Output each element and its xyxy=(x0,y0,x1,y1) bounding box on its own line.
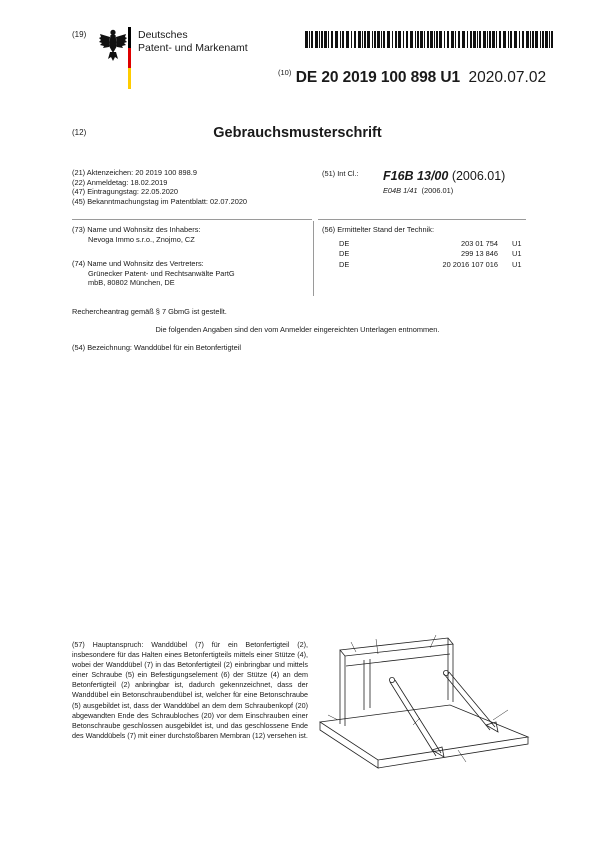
ipc-main-classification xyxy=(383,169,505,183)
publication-date-line xyxy=(72,197,247,207)
barcode-bar xyxy=(492,31,495,48)
representative-label: (74) Name und Wohnsitz des Vertreters: xyxy=(72,259,204,268)
barcode-bar xyxy=(549,31,550,48)
barcode-bar xyxy=(346,31,349,48)
flag-stripe-red xyxy=(128,48,131,69)
barcode-bar xyxy=(477,31,478,48)
barcode-bar xyxy=(398,31,401,48)
barcode-bar xyxy=(311,31,313,48)
barcode-bar xyxy=(489,31,491,48)
document-type-title: Gebrauchsmusterschrift xyxy=(213,125,382,141)
prior-art-row xyxy=(339,249,521,259)
prior-art-country: DE xyxy=(339,249,350,259)
holder-label: (73) Name und Wohnsitz des Inhabers: xyxy=(72,225,201,234)
field-label: (47) Eintragungstag: xyxy=(72,187,139,197)
barcode-bar xyxy=(424,31,425,48)
barcode-bar xyxy=(467,31,468,48)
main-claim-text: (57) Hauptanspruch: Wanddübel (7) für ein Betonfertigteil (2), insbesondere für das Halten eines Betonfertigteils mittels einer Stütze (4), wobei der Wanddübel (7) in das Betonfertigteil (2) einbringbar und mittels einer Schraube (5) ein Befestigungselement (6) der Stütze (4) an dem Betonfertigteil (2) anbringbar ist, dadurch gekennzeichnet, dass der Wanddübel ein Betonschraubendübel ist, welcher für eine Betonschraube (5) ausgebildet ist, dass der Wanddübel an dem dem Schraubenkopf (20) abgewandten Ende des Schraubloches (20) vor dem Einschrauben einer Betonschraube geschlossen ausgebildet ist, und das geschlossene Ende des Wanddübels (7) mit einer durchstoßbaren Membran (12) versehen ist. xyxy=(72,640,308,740)
field-value: 20 2019 100 898.9 xyxy=(135,168,197,177)
prior-art-number: 203 01 754 xyxy=(461,239,498,248)
barcode-bar xyxy=(324,31,327,48)
barcode xyxy=(305,31,554,48)
barcode-bar xyxy=(305,31,308,48)
barcode-bar xyxy=(417,31,419,48)
barcode-bar xyxy=(354,31,356,48)
prior-art-row xyxy=(339,260,521,270)
field-value: 22.05.2020 xyxy=(141,187,179,197)
search-note: Rechercheantrag gemäß § 7 GbmG ist gestellt. xyxy=(72,307,227,316)
doc-type-code: (12) xyxy=(72,128,87,137)
publication-number-code: (10) xyxy=(278,68,292,77)
barcode-bar xyxy=(551,31,553,48)
barcode-bar xyxy=(451,31,454,48)
field-value: 02.07.2020 xyxy=(210,196,248,206)
prior-art-row xyxy=(339,239,521,249)
barcode-bar xyxy=(462,31,465,48)
barcode-bar xyxy=(319,31,320,48)
barcode-bar xyxy=(503,31,506,48)
barcode-bar xyxy=(473,31,476,48)
representative-block xyxy=(72,259,235,288)
barcode-bar xyxy=(395,31,397,48)
barcode-bar xyxy=(342,31,344,48)
barcode-bar xyxy=(392,31,393,48)
barcode-bar xyxy=(331,31,333,48)
barcode-bar xyxy=(372,31,373,48)
barcode-bar xyxy=(487,31,488,48)
holder-block xyxy=(72,225,200,244)
barcode-bar xyxy=(436,31,438,48)
barcode-bar xyxy=(526,31,529,48)
patent-office-name xyxy=(138,29,248,54)
field-value: 18.02.2019 xyxy=(130,177,168,187)
barcode-bar xyxy=(532,31,534,48)
barcode-bar xyxy=(542,31,544,48)
barcode-bar xyxy=(458,31,460,48)
barcode-bar xyxy=(362,31,363,48)
ipc-secondary-classification xyxy=(383,186,453,195)
barcode-bar xyxy=(439,31,442,48)
flag-stripe-black xyxy=(128,27,131,48)
barcode-bar xyxy=(415,31,416,48)
barcode-bar xyxy=(321,31,323,48)
prior-art-table xyxy=(339,239,521,270)
barcode-bar xyxy=(522,31,524,48)
bibliographic-data-left xyxy=(72,168,247,206)
field-label: (22) Anmeldetag: xyxy=(72,177,129,187)
barcode-bar xyxy=(455,31,456,48)
representative-line2: mbB, 80802 München, DE xyxy=(88,278,175,288)
barcode-bar xyxy=(447,31,449,48)
holder-value: Nevoga Immo s.r.o., Znojmo, CZ xyxy=(88,234,195,244)
barcode-bar xyxy=(328,31,329,48)
prior-art-number: 20 2016 107 016 xyxy=(442,259,498,269)
utility-model-title: Wanddübel für ein Betonfertigteil xyxy=(134,343,242,352)
barcode-bar xyxy=(519,31,520,48)
barcode-bar xyxy=(427,31,429,48)
technical-drawing xyxy=(318,630,530,776)
filing-number-line xyxy=(72,168,247,178)
barcode-bar xyxy=(499,31,501,48)
ipc-main-version: (2006.01) xyxy=(451,169,506,183)
federal-eagle-logo xyxy=(98,28,128,62)
barcode-bar xyxy=(514,31,517,48)
barcode-bar xyxy=(535,31,538,48)
barcode-bar xyxy=(381,31,382,48)
field-label: (45) Bekanntmachungstag im Patentblatt: xyxy=(72,196,208,206)
barcode-bar xyxy=(335,31,338,48)
column-divider xyxy=(313,221,314,296)
barcode-bar xyxy=(406,31,408,48)
barcode-bar xyxy=(309,31,310,48)
representative-line1: Grünecker Patent- und Rechtsanwälte PartG xyxy=(88,268,235,278)
title-line xyxy=(72,343,241,353)
publication-date: 2020.07.02 xyxy=(468,69,547,86)
barcode-bar xyxy=(315,31,318,48)
barcode-bar xyxy=(479,31,481,48)
barcode-bar xyxy=(367,31,370,48)
barcode-bar xyxy=(508,31,509,48)
ipc-secondary-class: E04B 1/41 xyxy=(383,186,418,195)
prior-art-kind: U1 xyxy=(512,249,522,259)
german-flag-stripe xyxy=(128,27,131,89)
barcode-bar xyxy=(351,31,352,48)
barcode-bar xyxy=(410,31,413,48)
field-label: (21) Aktenzeichen: xyxy=(72,168,134,177)
divider xyxy=(72,219,312,220)
barcode-bar xyxy=(483,31,486,48)
barcode-bar xyxy=(430,31,433,48)
barcode-bar xyxy=(383,31,385,48)
barcode-bar xyxy=(530,31,531,48)
prior-art-label: (56) Ermittelter Stand der Technik: xyxy=(322,225,435,234)
ipc-main-class: F16B 13/00 xyxy=(383,169,449,183)
barcode-bar xyxy=(358,31,361,48)
ipc-label: (51) Int Cl.: xyxy=(322,169,359,178)
publication-number-line xyxy=(278,68,546,87)
barcode-bar xyxy=(387,31,390,48)
barcode-bar xyxy=(377,31,380,48)
prior-art-country: DE xyxy=(339,239,350,248)
office-name-line1: Deutsches xyxy=(138,29,188,41)
barcode-bar xyxy=(420,31,423,48)
applicant-note: Die folgenden Angaben sind den vom Anmelder eingereichten Unterlagen entnommen. xyxy=(155,325,440,334)
barcode-bar xyxy=(364,31,366,48)
barcode-bar xyxy=(540,31,541,48)
ipc-secondary-version: (2006.01) xyxy=(421,186,454,195)
barcode-bar xyxy=(545,31,548,48)
barcode-bar xyxy=(444,31,445,48)
flag-stripe-gold xyxy=(128,68,131,89)
registration-date-line xyxy=(72,187,247,197)
barcode-bar xyxy=(403,31,404,48)
publication-number: DE 20 2019 100 898 U1 xyxy=(295,69,461,86)
filing-date-line xyxy=(72,178,247,188)
prior-art-country: DE xyxy=(339,259,350,269)
barcode-bar xyxy=(510,31,512,48)
barcode-bar xyxy=(496,31,497,48)
inid-country-code: (19) xyxy=(72,30,87,39)
divider xyxy=(318,219,526,220)
barcode-bar xyxy=(340,31,341,48)
office-name-line2: Patent- und Markenamt xyxy=(138,41,248,54)
title-label: (54) Bezeichnung: xyxy=(72,343,132,352)
barcode-bar xyxy=(374,31,376,48)
barcode-bar xyxy=(470,31,472,48)
prior-art-number: 299 13 846 xyxy=(461,249,498,259)
prior-art-kind: U1 xyxy=(512,259,522,269)
prior-art-kind: U1 xyxy=(512,239,522,248)
barcode-bar xyxy=(434,31,435,48)
